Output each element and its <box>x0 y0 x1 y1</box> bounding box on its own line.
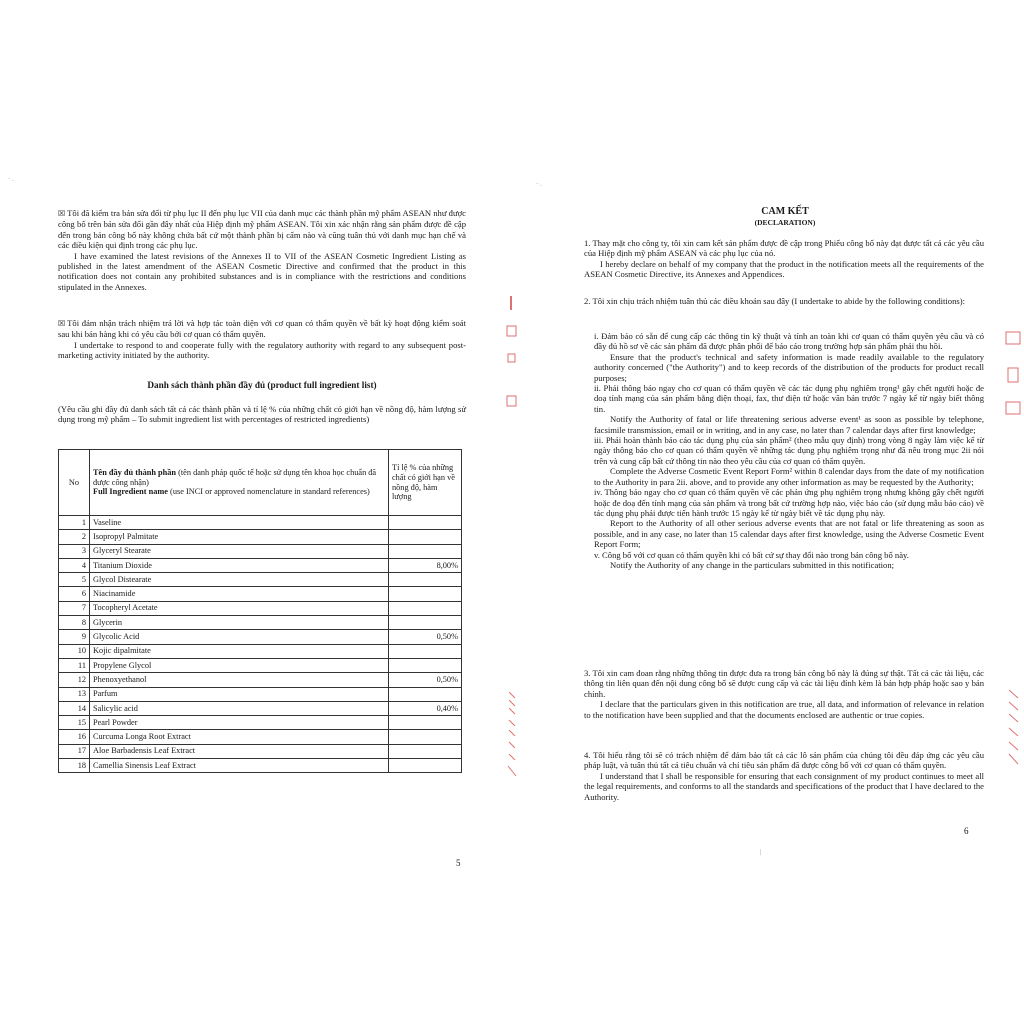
table-row <box>59 630 462 644</box>
ingredient-percentage <box>389 516 462 530</box>
ingredient-name: Glycol Distearate <box>90 573 389 587</box>
ingredient-percentage <box>389 544 462 558</box>
condition-iv-english: Report to the Authority of all other serious adverse events that are not fatal or life threatening as soon as possible, and in any case, no later than 15 calendar days after first knowledge, using the Adverse Cosmetic Event Report Form; <box>594 518 984 550</box>
ingredient-name: Aloe Barbadensis Leaf Extract <box>90 744 389 758</box>
seal-fragment <box>506 296 518 416</box>
ingredient-percentage <box>389 730 462 744</box>
table-row <box>59 516 462 530</box>
table-row <box>59 601 462 615</box>
ingredient-percentage <box>389 687 462 701</box>
condition-iii-english: Complete the Adverse Cosmetic Event Report Form² within 8 calendar days from the date of my notification to the Authority in para 2ii. above, and to provide any other information as may be requested by the Authority; <box>594 466 984 487</box>
ingredient-name: Titanium Dioxide <box>90 558 389 572</box>
row-number: 1 <box>59 516 90 530</box>
seal-fragment <box>1004 330 1022 420</box>
condition-iii-vietnamese: iii. Phải hoàn thành báo cáo tác dụng phụ của sản phẩm² (theo mẫu quy định) trong vòng 8 ngày làm việc kể từ ngày thông báo cho cơ quan có thẩm quyền về những tác dụng phụ nghiêm trọng như đã nêu trong mục 2ii nói trên và cung cấp bất cứ thông tin nào theo yêu cầu của cơ quan có thẩm quyền. <box>594 435 984 466</box>
ingredient-percentage <box>389 530 462 544</box>
table-row <box>59 673 462 687</box>
row-number: 13 <box>59 687 90 701</box>
row-number: 18 <box>59 759 90 773</box>
row-number: 5 <box>59 573 90 587</box>
ingredient-percentage <box>389 658 462 672</box>
ingredient-name: Glycolic Acid <box>90 630 389 644</box>
table-row <box>59 573 462 587</box>
ingredient-percentage <box>389 744 462 758</box>
checked-box-icon: ☒ <box>58 209 66 218</box>
declaration-title: CAM KẾT <box>761 206 809 217</box>
table-row <box>59 658 462 672</box>
condition-i-vietnamese: i. Đảm bảo có sẵn để cung cấp các thông tin kỹ thuật và tính an toàn khi cơ quan có thẩm quyền yêu cầu và có đầy đủ hồ sơ về các sản phẩm đã được phân phối để báo cáo trong trường hợp sản phẩm phải thu hồi. <box>594 331 984 352</box>
ingredient-name: Parfum <box>90 687 389 701</box>
table-row <box>59 616 462 630</box>
condition-v-english: Notify the Authority of any change in the particulars submitted in this notification; <box>610 559 895 570</box>
row-number: 14 <box>59 701 90 715</box>
table-row <box>59 558 462 572</box>
column-header-name: Tên đầy đủ thành phần (tên danh pháp quốc tế hoặc sử dụng tên khoa học chuẩn đã được công nhận) Full Ingredient name (use INCI or approved nomenclature in standard references) <box>90 450 389 516</box>
checkbox-2-vietnamese: Tôi đảm nhận trách nhiệm trả lời và hợp tác toàn diện với cơ quan có thẩm quyền về bất kỳ hoạt động kiểm soát sau khi bán hàng khi có yêu cầu bởi cơ quan có thẩm quyền. <box>58 318 466 340</box>
table-row <box>59 530 462 544</box>
row-number: 16 <box>59 730 90 744</box>
ingredient-name: Kojic dipalmitate <box>90 644 389 658</box>
row-number: 15 <box>59 716 90 730</box>
row-number: 2 <box>59 530 90 544</box>
ingredient-percentage: 0,50% <box>389 630 462 644</box>
table-row <box>59 730 462 744</box>
ingredient-percentage <box>389 716 462 730</box>
row-number: 11 <box>59 658 90 672</box>
row-number: 4 <box>59 558 90 572</box>
page-number: 6 <box>964 826 969 836</box>
item-3-english: I declare that the particulars given in this notification are true, all data, and information of relevance in relation to the notification have been supplied and that the documents enclosed are authentic or true copies. <box>584 699 984 720</box>
table-row <box>59 644 462 658</box>
declaration-item-2 <box>584 296 984 306</box>
declaration-checkbox-1 <box>58 208 466 292</box>
ingredient-name: Propylene Glycol <box>90 658 389 672</box>
ingredient-name: Curcuma Longa Root Extract <box>90 730 389 744</box>
table-row <box>59 716 462 730</box>
ingredient-name: Vaseline <box>90 516 389 530</box>
condition-ii-vietnamese: ii. Phải thông báo ngay cho cơ quan có thẩm quyền về các tác dụng phụ nghiêm trọng¹ gây chết người hoặc đe doạ tính mạng của sản phẩm bằng điện thoại, fax, thư điện tử hoặc văn bản trước 7 ngày kể từ ngày biết thông tin. <box>594 383 984 414</box>
declaration-item-4 <box>584 750 984 802</box>
row-number: 10 <box>59 644 90 658</box>
declaration-item-3 <box>584 668 984 720</box>
ingredient-name: Glycerin <box>90 616 389 630</box>
ingredient-name: Pearl Powder <box>90 716 389 730</box>
ingredient-percentage <box>389 601 462 615</box>
scan-speck: · . <box>536 180 542 188</box>
ingredient-table-body <box>59 516 462 773</box>
declaration-checkbox-2 <box>58 318 466 361</box>
seal-fragment <box>506 690 518 780</box>
ingredient-percentage: 0,40% <box>389 701 462 715</box>
seal-fragment <box>1006 688 1022 768</box>
declaration-item-1 <box>584 238 984 280</box>
table-row <box>59 587 462 601</box>
page-number: 5 <box>456 858 461 868</box>
ingredient-name: Niacinamide <box>90 587 389 601</box>
item-3-vietnamese: 3. Tôi xin cam đoan rằng những thông tin được đưa ra trong bản công bố này là đúng sự thật. Tất cả các tài liệu, các thông tin liên quan đến nội dung công bố sẽ được cung cấp và các tài liệu đính kèm là bản hợp pháp hoặc sao y bản chính. <box>584 668 984 699</box>
checkbox-1-vietnamese: Tôi đã kiểm tra bản sửa đổi từ phụ lục II đến phụ lục VII của danh mục các thành phần mỹ phẩm ASEAN như được công bố trên bản sửa đổi gần đây nhất của Hiệp định mỹ phẩm ASEAN. Tôi xin xác nhận rằng sản phẩm được đề cập đến trong bản công bố này không chứa bất cứ một thành phần bị cấm nào và cũng tuân thủ với danh mục hạn chế và các điều kiện qui định trong các phụ lục. <box>58 208 466 251</box>
row-number: 12 <box>59 673 90 687</box>
table-row <box>59 701 462 715</box>
table-row <box>59 544 462 558</box>
right-page <box>512 0 1024 1024</box>
ingredient-table <box>58 449 462 773</box>
ingredient-name: Phenoxyethanol <box>90 673 389 687</box>
condition-iv-vietnamese: iv. Thông báo ngay cho cơ quan có thẩm quyền về các phản ứng phụ nghiêm trọng nhưng không gây chết người hoặc đe doạ đến tính mạng của sản phẩm và trong bất cứ trường hợp nào, việc báo cáo (sử dụng mẫu báo cáo) về tác dụng phụ phải được tiến hành trước 15 ngày kể từ ngày biết về tác dụng phụ này. <box>594 487 984 518</box>
table-row <box>59 687 462 701</box>
item-4-english: I understand that I shall be responsible for ensuring that each consignment of my product continues to meet all the legal requirements, and conforms to all the standards and specifications of the product that I have declared to the Authority. <box>584 770 984 802</box>
item-4-vietnamese: 4. Tôi hiểu rằng tôi sẽ có trách nhiệm để đảm bảo tất cả các lô sản phẩm của chúng tôi đều đáp ứng các yêu cầu pháp luật, và tuân thủ tất cả tiêu chuẩn và chỉ tiêu sản phẩm đã được công bố với cơ quan có thẩm quyền. <box>584 750 984 771</box>
table-header-row <box>59 450 462 516</box>
condition-v-vietnamese: v. Công bố với cơ quan có thẩm quyền khi có bất cứ sự thay đổi nào trong bản công bố này. <box>594 549 909 560</box>
column-header-no: No <box>59 450 90 516</box>
ingredient-percentage <box>389 616 462 630</box>
column-header-percentage: Tỉ lệ % của những chất có giới hạn về nồng độ, hàm lượng <box>389 450 462 516</box>
table-row <box>59 744 462 758</box>
declaration-item-2-conditions <box>594 331 984 570</box>
row-number: 3 <box>59 544 90 558</box>
ingredient-name: Tocopheryl Acetate <box>90 601 389 615</box>
checkbox-2-english: I undertake to respond to and cooperate fully with the regulatory authority with regard to any subsequent post-marketing activity initiated by the authority. <box>58 339 466 361</box>
row-number: 6 <box>59 587 90 601</box>
ingredient-percentage: 0,50% <box>389 673 462 687</box>
ingredient-name: Salicylic acid <box>90 701 389 715</box>
ingredient-percentage <box>389 644 462 658</box>
ingredient-percentage <box>389 759 462 773</box>
item-2-intro: 2. Tôi xin chịu trách nhiệm tuân thủ các điều khoản sau đây (I undertake to abide by the following conditions): <box>584 296 965 306</box>
condition-ii-english: Notify the Authority of fatal or life threatening serious adverse event¹ as soon as possible by telephone, facsimile transmission, email or in writing, and in any case, no later than 7 calendar days after first knowledge; <box>594 414 984 435</box>
ingredient-list-note: (Yêu cầu ghi đầy đủ danh sách tất cả các thành phần và tỉ lệ % của những chất có giới hạn về nồng độ, hàm lượng sử dụng trong mỹ phẩm – To submit ingredient list with percentages of restricted ingredients) <box>58 404 466 425</box>
ingredient-list-heading: Danh sách thành phần đầy đủ (product full ingredient list) <box>147 380 377 390</box>
condition-i-english: Ensure that the product's technical and safety information is made readily available to the regulatory authority concerned ("the Authority") and to keep records of the distribution of the products for product recall purposes; <box>594 351 984 383</box>
ingredient-percentage <box>389 587 462 601</box>
declaration-subtitle: (DECLARATION) <box>754 218 816 227</box>
ingredient-percentage: 8,00% <box>389 558 462 572</box>
item-1-vietnamese: 1. Thay mặt cho công ty, tôi xin cam kết sản phẩm được đề cập trong Phiếu công bố này đạt được tất cả các yêu cầu của Hiệp định mỹ phẩm ASEAN và các phụ lục của nó. <box>584 238 984 259</box>
checkbox-1-english: I have examined the latest revisions of the Annexes II to VII of the ASEAN Cosmetic Ingredient Listing as published in the latest amendment of the ASEAN Cosmetic Directive and confirmed that the product in this notification does not contain any prohibited substances and is in compliance with the restrictions and conditions stipulated in the Annexes. <box>58 250 466 292</box>
row-number: 9 <box>59 630 90 644</box>
ingredient-percentage <box>389 573 462 587</box>
ingredient-name: Camellia Sinensis Leaf Extract <box>90 759 389 773</box>
ingredient-name: Glyceryl Stearate <box>90 544 389 558</box>
scan-speck: | <box>760 848 762 856</box>
item-1-english: I hereby declare on behalf of my company that the product in the notification meets all the requirements of the ASEAN Cosmetic Directive, its Annexes and Appendices. <box>584 258 984 280</box>
row-number: 17 <box>59 744 90 758</box>
ingredient-name: Isopropyl Palmitate <box>90 530 389 544</box>
table-row <box>59 759 462 773</box>
scan-speck: · . <box>8 175 14 183</box>
checked-box-icon: ☒ <box>58 319 66 328</box>
row-number: 8 <box>59 616 90 630</box>
row-number: 7 <box>59 601 90 615</box>
